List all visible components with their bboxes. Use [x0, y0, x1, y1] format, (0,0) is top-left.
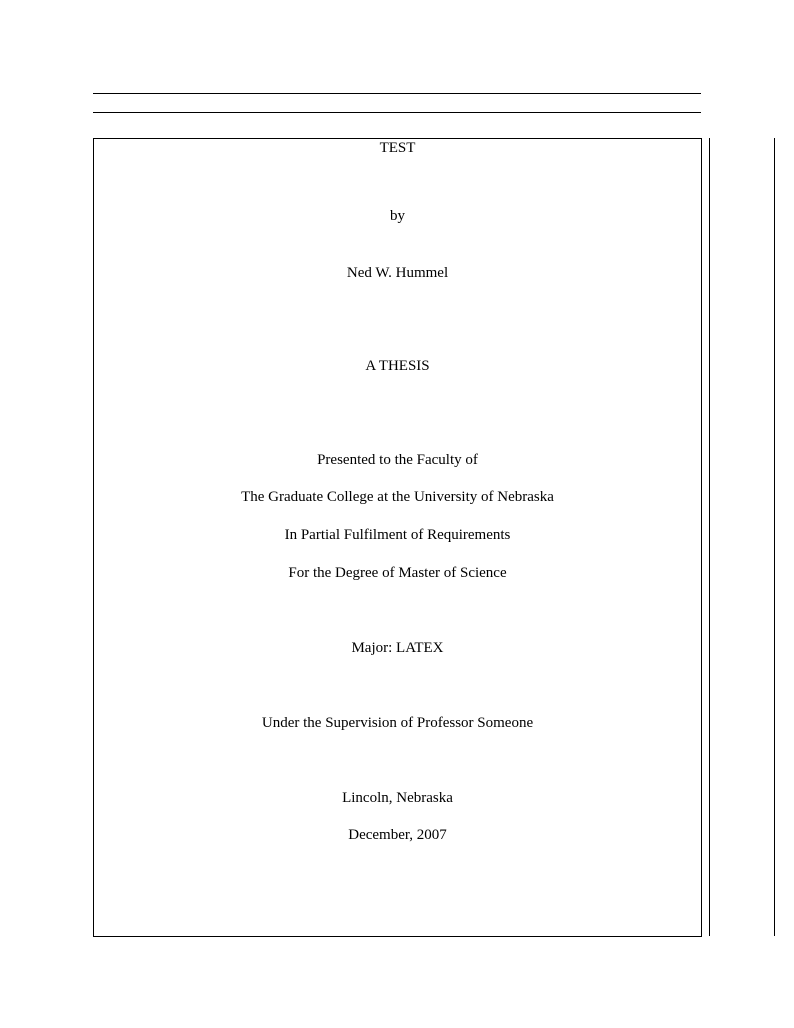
date: December, 2007 [348, 827, 447, 843]
location: Lincoln, Nebraska [342, 790, 453, 806]
supervision-statement: Under the Supervision of Professor Someone [261, 715, 534, 731]
author-name: Ned W. Hummel [346, 265, 449, 281]
header-rule-second [93, 112, 701, 113]
header-rule-top [93, 93, 701, 94]
degree-statement: For the Degree of Master of Science [288, 565, 507, 581]
fulfilment-statement: In Partial Fulfilment of Requirements [284, 527, 511, 543]
presented-to: Presented to the Faculty of [317, 452, 478, 468]
institution: The Graduate College at the University of Nebraska [241, 489, 554, 505]
thesis-title: TEST [379, 140, 416, 156]
major-statement: Major: LATEX [351, 640, 444, 656]
document-type: A THESIS [365, 358, 430, 374]
margin-rule-inner [709, 138, 710, 936]
by-line: by [390, 208, 405, 224]
margin-rule-outer [774, 138, 775, 936]
